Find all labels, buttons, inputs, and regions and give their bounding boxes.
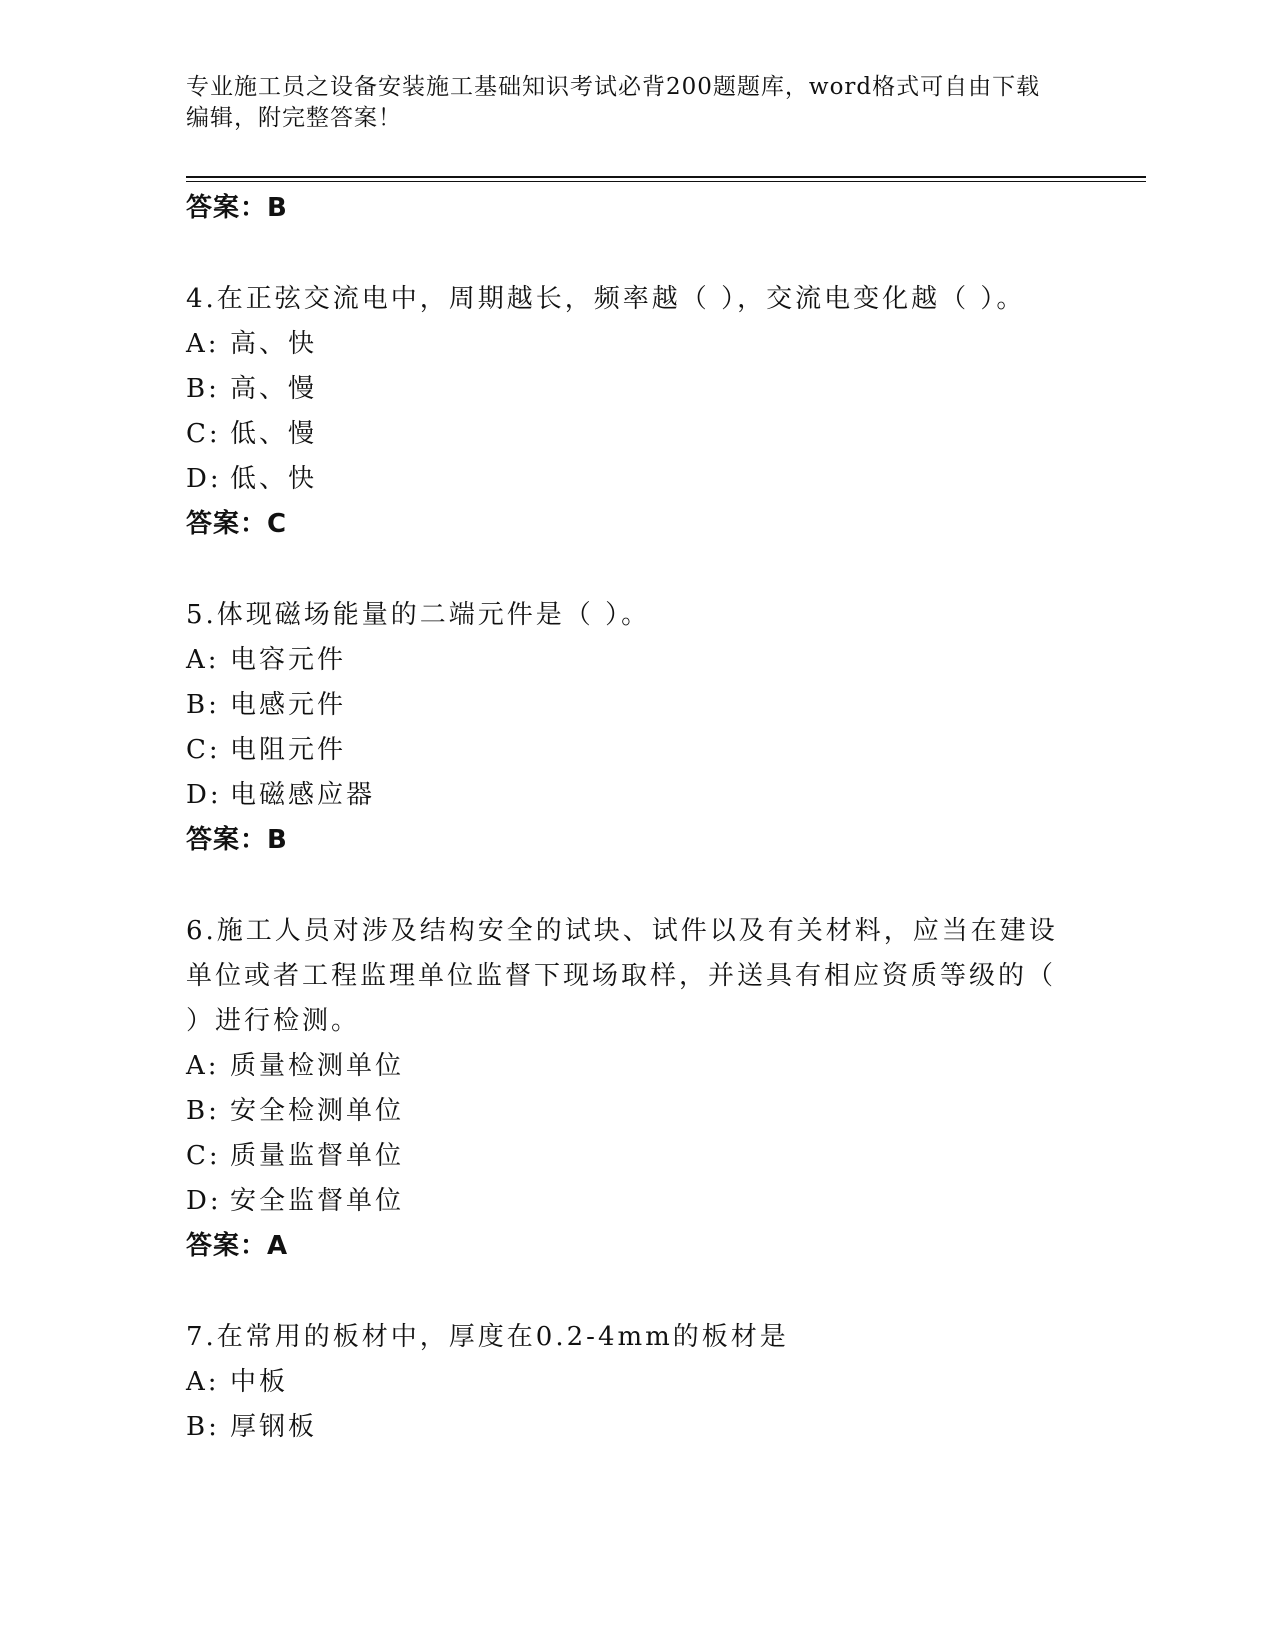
option-text: 高、快 — [230, 329, 318, 359]
header-line-2: 编辑，附完整答案！ — [186, 105, 402, 131]
answer-q4: 答案：C — [186, 509, 288, 539]
option-text: 中板 — [230, 1367, 289, 1397]
header-line-1: 专业施工员之设备安装施工基础知识考试必背200题题库，word格式可自由下载 — [186, 74, 1041, 100]
option-label: D: — [186, 780, 222, 810]
question-4-text: 4.在正弦交流电中，周期越长，频率越（ ），交流电变化越（ ）。 — [186, 284, 1026, 314]
option-text: 低、快 — [230, 464, 318, 494]
option-text: 电磁感应器 — [230, 780, 376, 810]
option-text: 电容元件 — [230, 645, 347, 675]
q5-option-c — [186, 733, 346, 767]
option-label: C: — [186, 1141, 221, 1171]
option-label: D: — [186, 1186, 222, 1216]
question-6-text-line-3: ）进行检测。 — [186, 1006, 361, 1036]
option-text: 质量监督单位 — [230, 1141, 405, 1171]
option-label: B: — [186, 374, 220, 404]
document-header — [186, 72, 1066, 134]
q4-option-b — [186, 372, 317, 406]
option-text: 低、慢 — [230, 419, 318, 449]
q7-option-b — [186, 1410, 317, 1444]
option-label: A: — [186, 1051, 220, 1081]
question-7-text: 7.在常用的板材中，厚度在0.2-4mm的板材是 — [186, 1322, 789, 1352]
option-label: B: — [186, 1096, 220, 1126]
option-text: 厚钢板 — [230, 1412, 318, 1442]
q4-option-a — [186, 327, 317, 361]
header-divider-thin — [186, 181, 1146, 182]
option-label: A: — [186, 329, 220, 359]
q5-option-a — [186, 643, 346, 677]
option-text: 电感元件 — [230, 690, 347, 720]
q6-option-b — [186, 1094, 404, 1128]
q5-option-d — [186, 778, 375, 812]
question-5-text: 5.体现磁场能量的二端元件是（ ）。 — [186, 600, 651, 630]
header-divider-thick — [186, 176, 1146, 178]
q4-option-d — [186, 462, 317, 496]
q5-option-b — [186, 688, 346, 722]
question-6-text-line-2: 单位或者工程监理单位监督下现场取样，并送具有相应资质等级的（ — [186, 961, 1057, 991]
q6-option-c — [186, 1139, 404, 1173]
q6-option-d — [186, 1184, 404, 1218]
option-text: 安全检测单位 — [230, 1096, 405, 1126]
option-label: B: — [186, 690, 220, 720]
answer-q3: 答案：B — [186, 193, 288, 223]
option-text: 电阻元件 — [230, 735, 347, 765]
answer-q5: 答案：B — [186, 825, 288, 855]
option-label: C: — [186, 419, 221, 449]
option-text: 高、慢 — [230, 374, 318, 404]
option-label: C: — [186, 735, 221, 765]
question-6-text-line-1: 6.施工人员对涉及结构安全的试块、试件以及有关材料，应当在建设 — [186, 916, 1058, 946]
q6-option-a — [186, 1049, 404, 1083]
option-text: 安全监督单位 — [230, 1186, 405, 1216]
q7-option-a — [186, 1365, 288, 1399]
option-label: B: — [186, 1412, 220, 1442]
q4-option-c — [186, 417, 317, 451]
option-label: A: — [186, 1367, 220, 1397]
answer-q6: 答案：A — [186, 1231, 289, 1261]
option-label: D: — [186, 464, 222, 494]
option-label: A: — [186, 645, 220, 675]
option-text: 质量检测单位 — [230, 1051, 405, 1081]
